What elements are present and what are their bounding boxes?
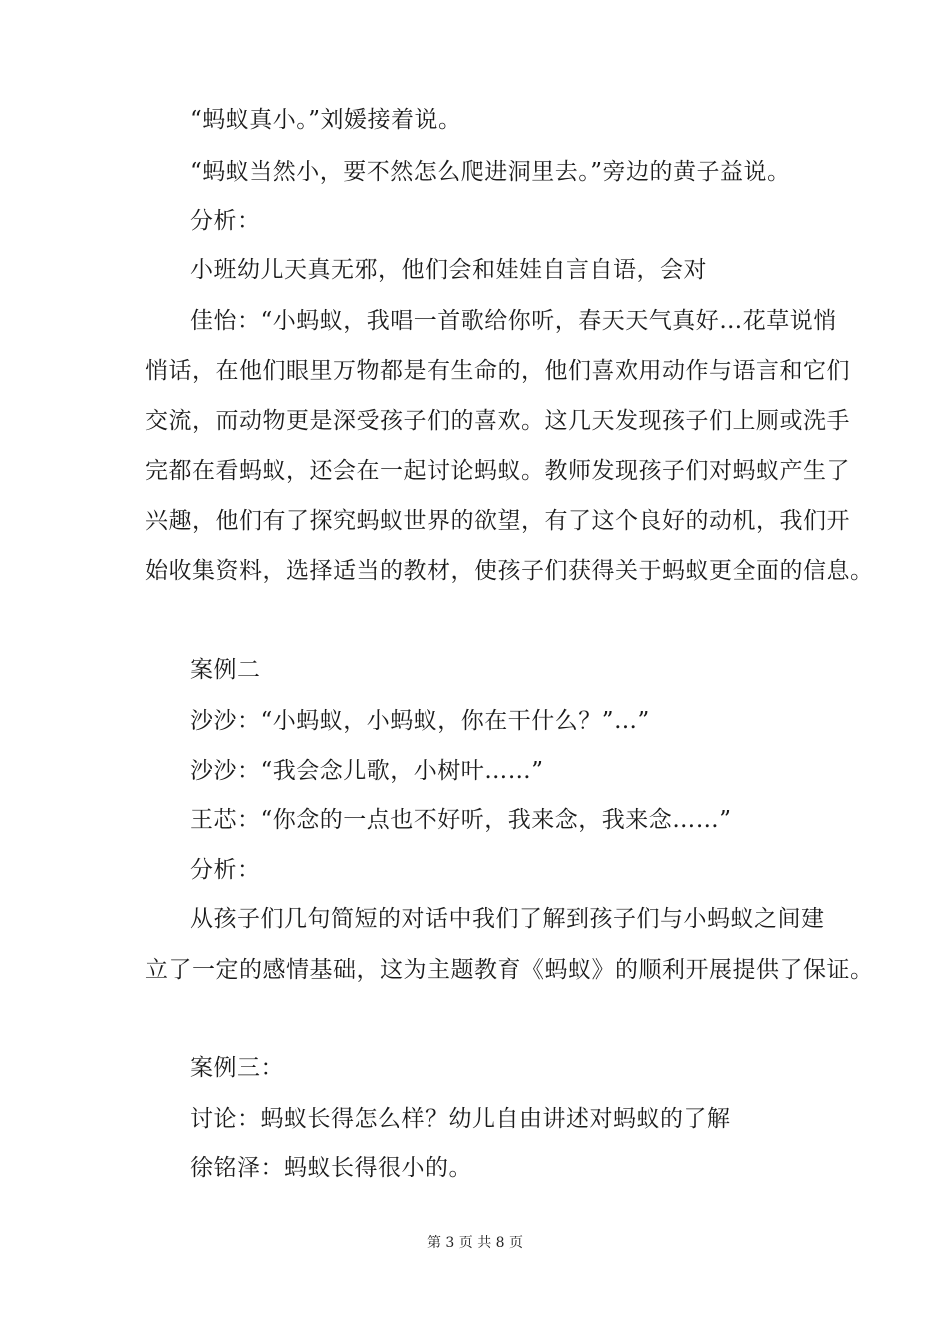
text-line-8: 完都在看蚂蚁，还会在一起讨论蚂蚁。教师发现孩子们对蚂蚁产生了 xyxy=(145,458,850,484)
text-line-10: 始收集资料，选择适当的教材，使孩子们获得关于蚂蚁更全面的信息。 xyxy=(145,558,874,584)
dialogue-line-1: 沙沙：“小蚂蚁，小蚂蚁，你在干什么？”…” xyxy=(190,708,650,734)
case-two-heading: 案例二 xyxy=(190,657,261,683)
page-number-footer: 第 3 页 共 8 页 xyxy=(426,1235,524,1251)
text-line-9: 兴趣，他们有了探究蚂蚁世界的欲望，有了这个良好的动机，我们开 xyxy=(145,508,850,534)
analysis-heading-1: 分析： xyxy=(190,208,261,234)
analysis-heading-2: 分析： xyxy=(190,857,261,883)
case-three-heading: 案例三： xyxy=(190,1055,284,1081)
text-line-1: “蚂蚁真小。”刘媛接着说。 xyxy=(190,107,462,133)
text-line-6: 悄话，在他们眼里万物都是有生命的，他们喜欢用动作与语言和它们 xyxy=(145,358,850,384)
text-line-17: 立了一定的感情基础，这为主题教育《蚂蚁》的顺利开展提供了保证。 xyxy=(145,957,874,983)
dialogue-line-2: 沙沙：“我会念儿歌，小树叶……” xyxy=(190,758,544,784)
text-line-5: 佳怡：“小蚂蚁，我唱一首歌给你听，春天天气真好…花草说悄 xyxy=(190,308,837,334)
dialogue-line-3: 王芯：“你念的一点也不好听，我来念，我来念……” xyxy=(190,807,732,833)
text-line-7: 交流，而动物更是深受孩子们的喜欢。这几天发现孩子们上厕或洗手 xyxy=(145,408,850,434)
text-line-16: 从孩子们几句简短的对话中我们了解到孩子们与小蚂蚁之间建 xyxy=(190,906,825,932)
discussion-line: 讨论：蚂蚁长得怎么样？幼儿自由讲述对蚂蚁的了解 xyxy=(190,1106,731,1132)
text-line-4: 小班幼儿天真无邪，他们会和娃娃自言自语，会对 xyxy=(190,257,707,283)
text-line-20: 徐铭泽：蚂蚁长得很小的。 xyxy=(190,1155,472,1181)
text-line-2: “蚂蚁当然小，要不然怎么爬进洞里去。”旁边的黄子益说。 xyxy=(190,159,791,185)
